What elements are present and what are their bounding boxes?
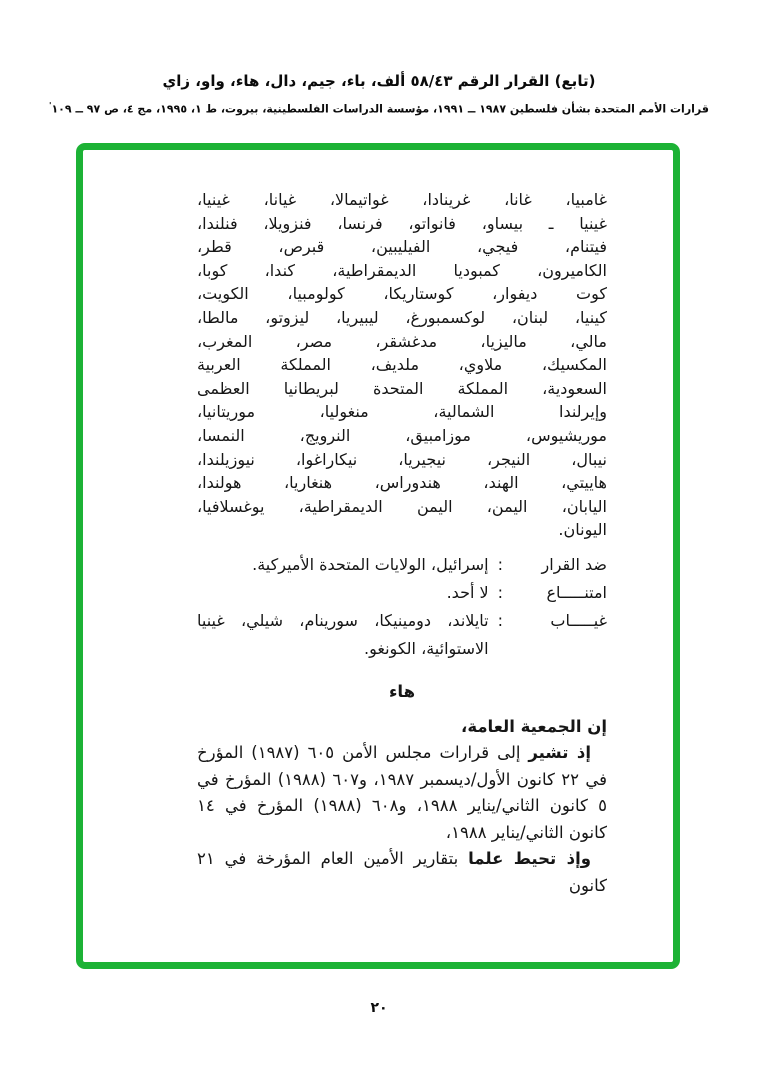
paragraph-recalling [197,740,607,846]
vote-row-separator: : [497,554,503,574]
vote-row-against [197,551,607,579]
paragraph-lead: إذ تشير [528,743,591,763]
country-list-line: السعودية، المملكة المتحدة لبريطانيا العظمى [197,378,607,398]
vote-row-value: إسرائيل، الولايات المتحدة الأميركية. [252,554,489,574]
country-list-line: نيبال، النيجر، نيجيريا، نيكاراغوا، نيوزيلندا، [197,449,607,469]
page-number: ٢٠ [370,1000,388,1016]
country-list-line: فيتنام، فيجي، الفيليبين، قبرص، قطر، [197,237,607,257]
paragraph-rest: إلى قرارات مجلس الأمن ٦٠٥ (١٩٨٧) المؤرخ في ٢٢ كانون الأول/ديسمبر ١٩٨٧، و٦٠٧ (١٩٨٨) المؤرخ في ٥ كانون الثاني/يناير ١٩٨٨، و٦٠٨ (١٩٨٨) المؤرخ في ١٤ كانون الثاني/يناير ١٩٨٨، [197,743,607,842]
vote-row-label: امتنـــــاع [546,582,607,602]
section-heading: هاء [388,681,416,701]
source-citation-text: قرارات الأمم المتحدة بشأن فلسطين ١٩٨٧ ــ ١٩٩١، مؤسسة الدراسات الفلسطينية، بيروت، ط ١، ١٩٩٥، مج ٤، ص ٩٧ ــ ١٠٩ [51,102,709,116]
country-list-line: المكسيك، ملاوي، ملديف، المملكة العربية [197,355,607,375]
country-list-line: اليابان، اليمن، اليمن الديمقراطية، يوغسلافيا، [197,496,607,516]
vote-results [197,551,607,663]
vote-row-separator: : [497,610,503,630]
country-list [197,188,607,542]
paragraph-lead: إن الجمعية العامة، [461,716,607,736]
vote-row-value: لا أحد. [446,582,489,602]
footnote-mark: ' [49,101,52,110]
paragraph-lead: وإذ تحيط علما [468,849,591,869]
vote-row-value: تايلاند، دومينيكا، سورينام، شيلي، غينيا الاستوائية، الكونغو. [197,610,489,658]
country-list-line: غينيا ـ بيساو، فانواتو، فرنسا، فنزويلا، فنلندا، [197,213,607,233]
country-list-line: مالي، ماليزيا، مدغشقر، مصر، المغرب، [197,331,607,351]
source-citation [0,101,758,116]
vote-row-absent [197,607,607,663]
country-list-line: موريشيوس، موزامبيق، النرويج، النمسا، [197,425,607,445]
vote-row-label: غيـــــاب [550,610,607,630]
green-frame [76,143,680,969]
country-list-line: اليونان. [558,520,607,540]
country-list-line: غامبيا، غانا، غرينادا، غواتيمالا، غيانا، غينيا، [197,190,607,209]
country-list-line: كوت ديفوار، كوستاريكا، كولومبيا، الكويت، [197,284,607,304]
vote-row-label: ضد القرار [541,554,607,574]
country-list-line: كينيا، لبنان، لوكسمبورغ، ليبيريا، ليزوتو، مالطا، [197,307,607,327]
country-list-line: الكاميرون، كمبوديا الديمقراطية، كندا، كوبا، [197,260,607,280]
country-list-line: هاييتي، الهند، هندوراس، هنغاريا، هولندا، [197,473,607,493]
vote-row-abstain [197,579,607,607]
vote-row-separator: : [497,582,503,602]
resolution-title: (تابع) القرار الرقم ٥٨/٤٣ ألف، باء، جيم، دال، هاء، واو، زاي [162,72,596,90]
paragraph-rest: بتقارير الأمين العام المؤرخة في ٢١ كانون [197,849,607,895]
paragraph-taking-note [197,846,607,899]
country-list-line: وإيرلندا الشمالية، منغوليا، موريتانيا، [197,402,607,422]
text-column [197,188,607,899]
paragraph-assembly [197,714,607,741]
